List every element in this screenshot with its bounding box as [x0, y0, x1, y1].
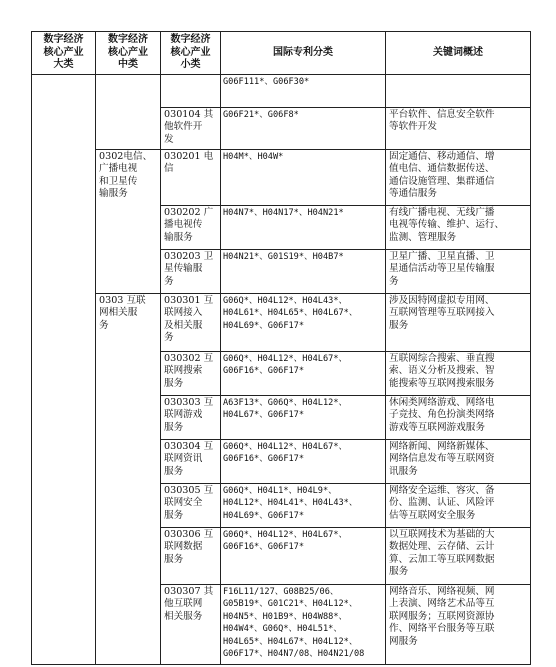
minor-category-cell: 030104 其 他软件开 发: [161, 107, 221, 149]
keyword-cell: 网络安全运维、容灾、备 份、监测、认证、风险评 估等互联网安全服务: [386, 483, 531, 527]
ipc-cell: H04M*、H04W*: [221, 149, 386, 205]
minor-category-cell: 030305 互 联网安全 服务: [161, 483, 221, 527]
ipc-cell: G06Q*、H04L12*、H04L67*、 G06F16*、G06F17*: [221, 351, 386, 395]
ipc-cell: H04N7*、H04N17*、H04N21*: [221, 205, 386, 249]
keyword-cell: 固定通信、移动通信、增 值电信、通信数据传送、 通信设施管理、集群通信 等通信服务: [386, 149, 531, 205]
ipc-cell: A63F13*、G06Q*、H04L12*、 H04L67*、G06F17*: [221, 395, 386, 439]
middle-category-cell: 0302电信、 广播电视 和卫星传 输服务: [96, 149, 161, 293]
keyword-cell: 以互联网技术为基础的大 数据处理、云存储、云计 算、云加工等互联网数据 服务: [386, 527, 531, 584]
keyword-cell: 平台软件、信息安全软件 等软件开发: [386, 107, 531, 149]
table-row: [32, 149, 531, 205]
minor-category-cell: 030303 互 联网游戏 服务: [161, 395, 221, 439]
minor-category-cell: [161, 74, 221, 107]
header-ipc: 国际专利分类: [221, 32, 386, 75]
keyword-cell: [386, 74, 531, 107]
ipc-cell: G06Q*、H04L12*、H04L67*、 G06F16*、G06F17*: [221, 527, 386, 584]
minor-category-cell: 030304 互 联网资讯 服务: [161, 439, 221, 483]
header-row: [32, 32, 531, 75]
ipc-cell: G06Q*、H04L1*、H04L9*、 H04L12*、H04L41*、H04L43*、 H04L69*、G06F17*: [221, 483, 386, 527]
ipc-cell: F16L11/127、G08B25/06、 G05B19*、G01C21*、H04L12*、 H04N5*、H01B9*、H04W88*、 H04W4*、G06Q*、H04L51*、 H04L65*、H04L67*、H04L12*、 G06F17*、H04N7/08、H04N21/08: [221, 584, 386, 664]
major-category-cell: [32, 74, 96, 664]
keyword-cell: 网络新闻、网络新媒体、 网络信息发布等互联网资 讯服务: [386, 439, 531, 483]
ipc-cell: G06F111*、G06F30*: [221, 74, 386, 107]
middle-category-cell: 0303 互联 网相关服 务: [96, 293, 161, 664]
header-category-major: 数字经济 核心产业 大类: [32, 32, 96, 75]
minor-category-cell: 030201 电 信: [161, 149, 221, 205]
ipc-cell: H04N21*、G01S19*、H04B7*: [221, 249, 386, 293]
header-category-middle: 数字经济 核心产业 中类: [96, 32, 161, 75]
ipc-cell: G06F21*、G06F8*: [221, 107, 386, 149]
minor-category-cell: 030306 互 联网数据 服务: [161, 527, 221, 584]
minor-category-cell: 030302 互 联网搜索 服务: [161, 351, 221, 395]
minor-category-cell: 030202 广 播电视传 输服务: [161, 205, 221, 249]
keyword-cell: 卫星广播、卫星直播、卫 星通信活动等卫星传输服 务: [386, 249, 531, 293]
ipc-cell: G06Q*、H04L12*、H04L43*、 H04L61*、H04L65*、H04L67*、 H04L69*、G06F17*: [221, 293, 386, 351]
table-row: [32, 293, 531, 351]
minor-category-cell: 030203 卫 星传输服 务: [161, 249, 221, 293]
keyword-cell: 有线广播电视、无线广播 电视等传输、维护、运行、 监测、管理服务: [386, 205, 531, 249]
keyword-cell: 互联网综合搜索、垂直搜 索、语义分析及搜索、智 能搜索等互联网搜索服务: [386, 351, 531, 395]
header-category-minor: 数字经济 核心产业 小类: [161, 32, 221, 75]
keyword-cell: 涉及因特网虚拟专用网、 互联网管理等互联网接入 服务: [386, 293, 531, 351]
middle-category-cell: [96, 74, 161, 149]
minor-category-cell: 030307 其 他互联网 相关服务: [161, 584, 221, 664]
keyword-cell: 休闲类网络游戏、网络电 子竞技、角色扮演类网络 游戏等互联网游戏服务: [386, 395, 531, 439]
keyword-cell: 网络音乐、网络视频、网 上表演、网络艺术品等互 联网服务；互联网资源协 作、网络平台服务等互联 网服务: [386, 584, 531, 664]
ipc-cell: G06Q*、H04L12*、H04L67*、 G06F16*、G06F17*: [221, 439, 386, 483]
classification-table: [31, 31, 531, 665]
header-keywords: 关键词概述: [386, 32, 531, 75]
minor-category-cell: 030301 互 联网接入 及相关服 务: [161, 293, 221, 351]
table-row: [32, 74, 531, 107]
